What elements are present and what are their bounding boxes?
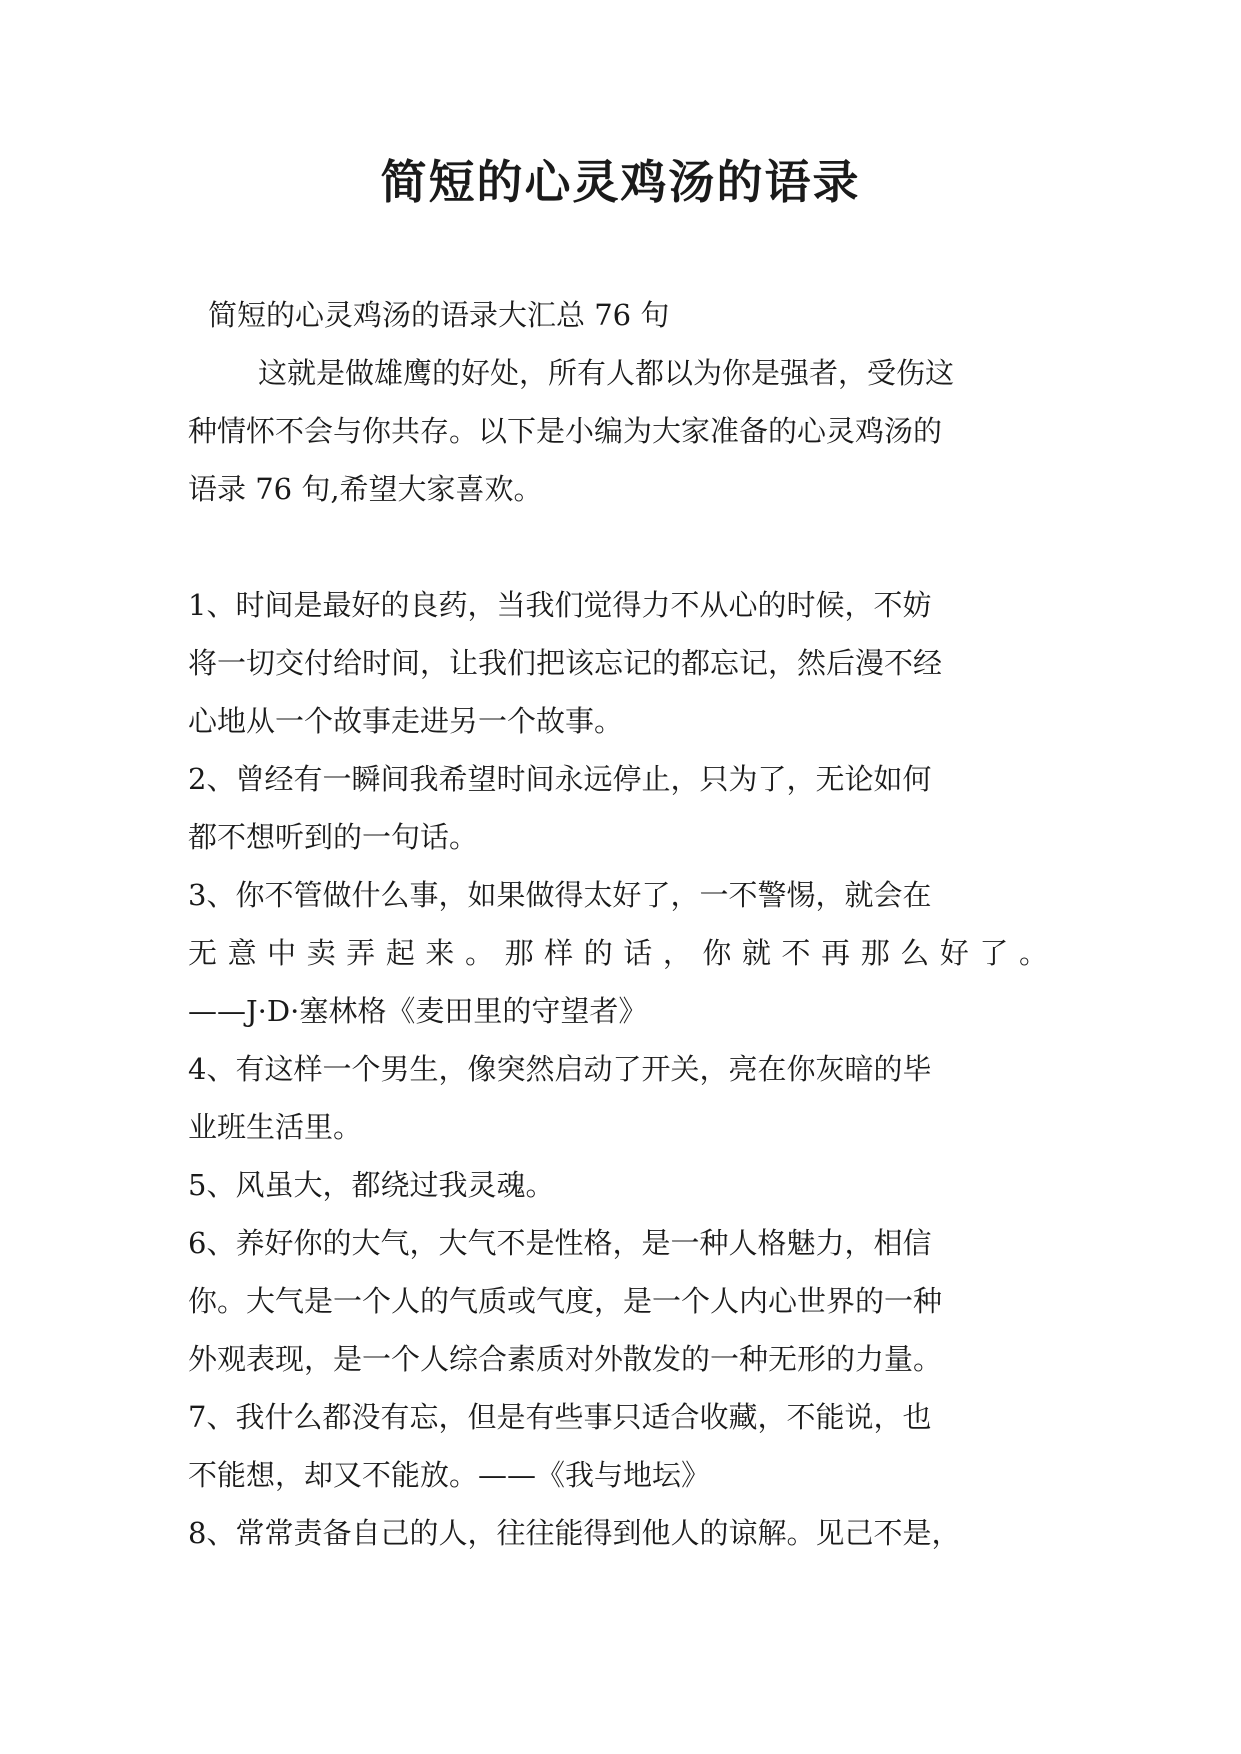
document-body (188, 286, 1048, 1562)
intro-line: 这就是做雄鹰的好处，所有人都以为你是强者，受伤这 (258, 356, 955, 390)
quote-line: 将一切交付给时间，让我们把该忘记的都忘记，然后漫不经 (188, 646, 943, 680)
quote-line: 业班生活里。 (188, 1110, 363, 1144)
quote-line: 外观表现，是一个人综合素质对外散发的一种无形的力量。 (188, 1342, 943, 1376)
quote-line: 5、风虽大，都绕过我灵魂。 (188, 1168, 555, 1202)
quote-line: 3、你不管做什么事，如果做得太好了，一不警惕，就会在 (188, 878, 932, 912)
quote-line: 2、曾经有一瞬间我希望时间永远停止，只为了，无论如何 (188, 762, 932, 796)
quote-attribution: ——J·D·塞林格《麦田里的守望者》 (188, 994, 648, 1028)
intro-line: 语录 76 句,希望大家喜欢。 (188, 472, 543, 506)
quote-line: 6、养好你的大气，大气不是性格，是一种人格魅力，相信 (188, 1226, 932, 1260)
quote-line: 心地从一个故事走进另一个故事。 (188, 704, 624, 738)
quote-line: 7、我什么都没有忘，但是有些事只适合收藏，不能说，也 (188, 1400, 932, 1434)
quote-line: 都不想听到的一句话。 (188, 820, 479, 854)
document-subtitle: 简短的心灵鸡汤的语录大汇总 76 句 (208, 298, 670, 332)
quote-line: 无意中卖弄起来。那样的话，你就不再那么好了。 (188, 936, 1048, 970)
page-title: 简短的心灵鸡汤的语录 (380, 155, 861, 209)
quote-line: 你。大气是一个人的气质或气度，是一个人内心世界的一种 (188, 1284, 943, 1318)
intro-line: 种情怀不会与你共存。以下是小编为大家准备的心灵鸡汤的 (188, 414, 943, 448)
quote-line: 8、常常责备自己的人，往往能得到他人的谅解。见己不是， (188, 1516, 961, 1550)
quote-line: 4、有这样一个男生，像突然启动了开关，亮在你灰暗的毕 (188, 1052, 932, 1086)
quote-line: 不能想，却又不能放。——《我与地坛》 (188, 1458, 711, 1492)
quote-line: 1、时间是最好的良药，当我们觉得力不从心的时候，不妨 (188, 588, 932, 622)
paragraph-gap (188, 518, 1048, 576)
